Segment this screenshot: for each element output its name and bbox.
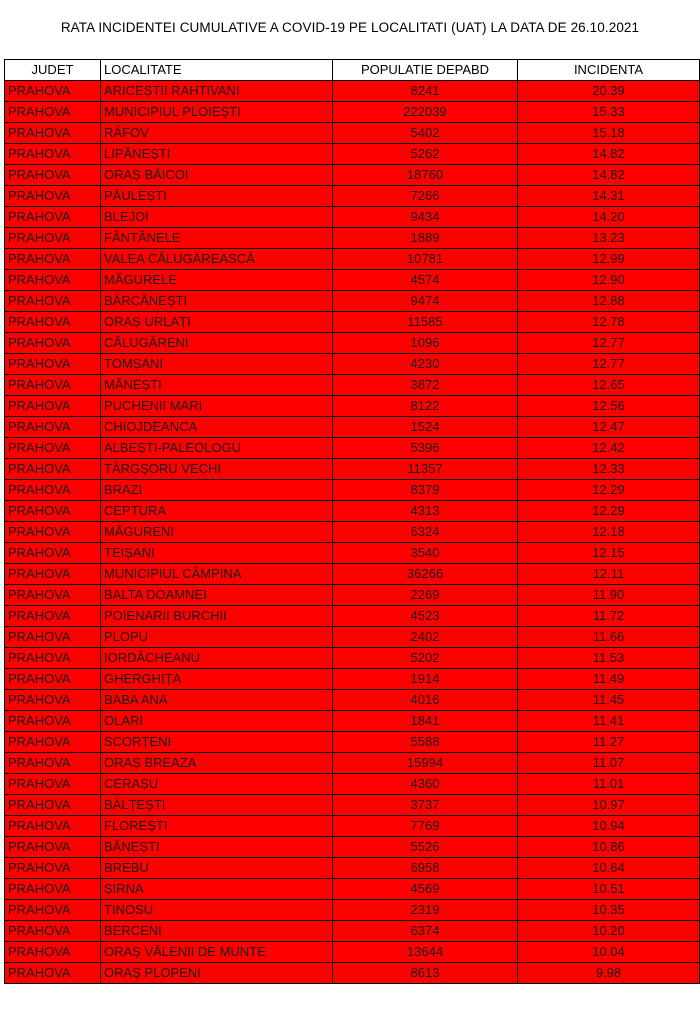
judet-cell: PRAHOVA (5, 564, 101, 585)
table-row (5, 165, 700, 186)
judet-cell: PRAHOVA (5, 270, 101, 291)
incidence-table (4, 59, 700, 984)
localitate-cell: ALBEȘTI-PALEOLOGU (101, 438, 333, 459)
incidenta-cell: 13.23 (518, 228, 700, 249)
judet-cell: PRAHOVA (5, 354, 101, 375)
populatie-cell: 36266 (333, 564, 518, 585)
judet-cell: PRAHOVA (5, 123, 101, 144)
table-row (5, 249, 700, 270)
localitate-cell: MUNICIPIUL CÂMPINA (101, 564, 333, 585)
populatie-cell: 3737 (333, 795, 518, 816)
judet-cell: PRAHOVA (5, 648, 101, 669)
populatie-cell: 2402 (333, 627, 518, 648)
incidenta-cell: 15.18 (518, 123, 700, 144)
table-row (5, 501, 700, 522)
populatie-cell: 1096 (333, 333, 518, 354)
localitate-cell: BERCENI (101, 921, 333, 942)
table-row (5, 627, 700, 648)
judet-cell: PRAHOVA (5, 963, 101, 984)
incidenta-cell: 11.66 (518, 627, 700, 648)
incidenta-cell: 12.29 (518, 501, 700, 522)
table-row (5, 123, 700, 144)
judet-cell: PRAHOVA (5, 732, 101, 753)
localitate-cell: ORAȘ PLOPENI (101, 963, 333, 984)
judet-cell: PRAHOVA (5, 879, 101, 900)
judet-cell: PRAHOVA (5, 207, 101, 228)
populatie-cell: 4230 (333, 354, 518, 375)
table-row (5, 396, 700, 417)
judet-cell: PRAHOVA (5, 438, 101, 459)
judet-cell: PRAHOVA (5, 312, 101, 333)
incidenta-cell: 10.94 (518, 816, 700, 837)
table-row (5, 228, 700, 249)
judet-cell: PRAHOVA (5, 858, 101, 879)
judet-cell: PRAHOVA (5, 816, 101, 837)
table-row (5, 711, 700, 732)
localitate-cell: MĂGURENI (101, 522, 333, 543)
localitate-cell: CHIOJDEANCA (101, 417, 333, 438)
localitate-cell: ARICEȘTII RAHTIVANI (101, 81, 333, 102)
localitate-cell: BLEJOI (101, 207, 333, 228)
populatie-cell: 10781 (333, 249, 518, 270)
populatie-cell: 15994 (333, 753, 518, 774)
populatie-cell: 8122 (333, 396, 518, 417)
incidenta-cell: 12.18 (518, 522, 700, 543)
populatie-cell: 4360 (333, 774, 518, 795)
incidenta-cell: 10.97 (518, 795, 700, 816)
localitate-cell: ORAȘ BĂICOI (101, 165, 333, 186)
incidenta-cell: 12.33 (518, 459, 700, 480)
localitate-cell: GHERGHIȚA (101, 669, 333, 690)
populatie-cell: 3872 (333, 375, 518, 396)
populatie-cell: 1524 (333, 417, 518, 438)
table-row (5, 753, 700, 774)
incidenta-cell: 10.20 (518, 921, 700, 942)
populatie-cell: 6374 (333, 921, 518, 942)
populatie-cell: 3540 (333, 543, 518, 564)
column-header-populatie: POPULATIE DEPABD (333, 60, 518, 81)
table-row (5, 438, 700, 459)
incidenta-cell: 12.90 (518, 270, 700, 291)
table-row (5, 186, 700, 207)
table-row (5, 144, 700, 165)
incidenta-cell: 11.45 (518, 690, 700, 711)
table-row (5, 816, 700, 837)
incidenta-cell: 11.49 (518, 669, 700, 690)
judet-cell: PRAHOVA (5, 396, 101, 417)
localitate-cell: ORAȘ VĂLENII DE MUNTE (101, 942, 333, 963)
judet-cell: PRAHOVA (5, 375, 101, 396)
incidenta-cell: 11.90 (518, 585, 700, 606)
incidenta-cell: 14.31 (518, 186, 700, 207)
table-row (5, 543, 700, 564)
incidenta-cell: 12.78 (518, 312, 700, 333)
incidenta-cell: 12.47 (518, 417, 700, 438)
table-row (5, 858, 700, 879)
localitate-cell: SCORȚENI (101, 732, 333, 753)
populatie-cell: 4569 (333, 879, 518, 900)
judet-cell: PRAHOVA (5, 228, 101, 249)
table-row (5, 585, 700, 606)
judet-cell: PRAHOVA (5, 333, 101, 354)
column-header-judet: JUDET (5, 60, 101, 81)
judet-cell: PRAHOVA (5, 144, 101, 165)
table-row (5, 921, 700, 942)
table-body (5, 81, 700, 984)
judet-cell: PRAHOVA (5, 795, 101, 816)
table-row (5, 732, 700, 753)
localitate-cell: FLOREȘTI (101, 816, 333, 837)
judet-cell: PRAHOVA (5, 669, 101, 690)
table-row (5, 291, 700, 312)
localitate-cell: TOMȘANI (101, 354, 333, 375)
populatie-cell: 2319 (333, 900, 518, 921)
judet-cell: PRAHOVA (5, 900, 101, 921)
localitate-cell: RÂFOV (101, 123, 333, 144)
incidenta-cell: 11.41 (518, 711, 700, 732)
judet-cell: PRAHOVA (5, 249, 101, 270)
incidenta-cell: 11.01 (518, 774, 700, 795)
populatie-cell: 6324 (333, 522, 518, 543)
table-row (5, 102, 700, 123)
table-row (5, 417, 700, 438)
incidenta-cell: 15.33 (518, 102, 700, 123)
populatie-cell: 8613 (333, 963, 518, 984)
judet-cell: PRAHOVA (5, 186, 101, 207)
judet-cell: PRAHOVA (5, 417, 101, 438)
localitate-cell: VALEA CĂLUGĂREASCĂ (101, 249, 333, 270)
populatie-cell: 4313 (333, 501, 518, 522)
incidenta-cell: 12.15 (518, 543, 700, 564)
populatie-cell: 6958 (333, 858, 518, 879)
table-row (5, 333, 700, 354)
table-row (5, 354, 700, 375)
incidenta-cell: 11.53 (518, 648, 700, 669)
populatie-cell: 7769 (333, 816, 518, 837)
populatie-cell: 9434 (333, 207, 518, 228)
populatie-cell: 5526 (333, 837, 518, 858)
judet-cell: PRAHOVA (5, 711, 101, 732)
incidenta-cell: 12.88 (518, 291, 700, 312)
table-row (5, 795, 700, 816)
localitate-cell: CEPTURA (101, 501, 333, 522)
judet-cell: PRAHOVA (5, 921, 101, 942)
table-row (5, 690, 700, 711)
localitate-cell: ORAȘ URLAȚI (101, 312, 333, 333)
table-row (5, 942, 700, 963)
table-row (5, 207, 700, 228)
incidenta-cell: 10.04 (518, 942, 700, 963)
populatie-cell: 222039 (333, 102, 518, 123)
incidenta-cell: 12.77 (518, 333, 700, 354)
localitate-cell: BĂNEȘTI (101, 837, 333, 858)
table-row (5, 459, 700, 480)
table-header-row (5, 60, 700, 81)
incidenta-cell: 14.82 (518, 144, 700, 165)
table-row (5, 669, 700, 690)
incidenta-cell: 20.39 (518, 81, 700, 102)
incidenta-cell: 10.64 (518, 858, 700, 879)
judet-cell: PRAHOVA (5, 774, 101, 795)
table-row (5, 312, 700, 333)
localitate-cell: TEIȘANI (101, 543, 333, 564)
column-header-localitate: LOCALITATE (101, 60, 333, 81)
localitate-cell: ORAȘ BREAZA (101, 753, 333, 774)
incidenta-cell: 12.65 (518, 375, 700, 396)
incidenta-cell: 10.35 (518, 900, 700, 921)
table-row (5, 81, 700, 102)
judet-cell: PRAHOVA (5, 753, 101, 774)
table-row (5, 837, 700, 858)
table-row (5, 963, 700, 984)
localitate-cell: MĂNEȘTI (101, 375, 333, 396)
populatie-cell: 18760 (333, 165, 518, 186)
localitate-cell: BREBU (101, 858, 333, 879)
localitate-cell: PĂULEȘTI (101, 186, 333, 207)
localitate-cell: BABA ANA (101, 690, 333, 711)
populatie-cell: 1841 (333, 711, 518, 732)
judet-cell: PRAHOVA (5, 291, 101, 312)
populatie-cell: 5396 (333, 438, 518, 459)
column-header-incidenta: INCIDENTA (518, 60, 700, 81)
localitate-cell: TÂRGȘORU VECHI (101, 459, 333, 480)
incidenta-cell: 10.51 (518, 879, 700, 900)
localitate-cell: PLOPU (101, 627, 333, 648)
localitate-cell: CERAȘU (101, 774, 333, 795)
populatie-cell: 5588 (333, 732, 518, 753)
table-row (5, 648, 700, 669)
populatie-cell: 2269 (333, 585, 518, 606)
incidenta-cell: 11.72 (518, 606, 700, 627)
incidenta-cell: 10.86 (518, 837, 700, 858)
judet-cell: PRAHOVA (5, 165, 101, 186)
judet-cell: PRAHOVA (5, 942, 101, 963)
localitate-cell: BALTA DOAMNEI (101, 585, 333, 606)
populatie-cell: 5402 (333, 123, 518, 144)
table-row (5, 522, 700, 543)
table-row (5, 270, 700, 291)
incidenta-cell: 9.98 (518, 963, 700, 984)
incidenta-cell: 12.11 (518, 564, 700, 585)
judet-cell: PRAHOVA (5, 837, 101, 858)
table-row (5, 774, 700, 795)
judet-cell: PRAHOVA (5, 81, 101, 102)
judet-cell: PRAHOVA (5, 501, 101, 522)
localitate-cell: PUCHENII MARI (101, 396, 333, 417)
page-title: RATA INCIDENTEI CUMULATIVE A COVID-19 PE LOCALITATI (UAT) LA DATA DE 26.10.2021 (60, 20, 640, 35)
incidenta-cell: 11.27 (518, 732, 700, 753)
localitate-cell: CĂLUGĂRENI (101, 333, 333, 354)
judet-cell: PRAHOVA (5, 690, 101, 711)
localitate-cell: MĂGURELE (101, 270, 333, 291)
judet-cell: PRAHOVA (5, 585, 101, 606)
incidenta-cell: 12.29 (518, 480, 700, 501)
localitate-cell: OLARI (101, 711, 333, 732)
populatie-cell: 8241 (333, 81, 518, 102)
populatie-cell: 4016 (333, 690, 518, 711)
localitate-cell: LIPĂNEȘTI (101, 144, 333, 165)
localitate-cell: BRAZI (101, 480, 333, 501)
judet-cell: PRAHOVA (5, 459, 101, 480)
table-row (5, 606, 700, 627)
populatie-cell: 5262 (333, 144, 518, 165)
incidenta-cell: 11.07 (518, 753, 700, 774)
judet-cell: PRAHOVA (5, 627, 101, 648)
localitate-cell: BĂLȚEȘTI (101, 795, 333, 816)
populatie-cell: 9474 (333, 291, 518, 312)
judet-cell: PRAHOVA (5, 522, 101, 543)
judet-cell: PRAHOVA (5, 102, 101, 123)
localitate-cell: MUNICIPIUL PLOIEȘTI (101, 102, 333, 123)
populatie-cell: 11585 (333, 312, 518, 333)
populatie-cell: 5202 (333, 648, 518, 669)
table-row (5, 564, 700, 585)
populatie-cell: 1889 (333, 228, 518, 249)
incidenta-cell: 12.77 (518, 354, 700, 375)
table-row (5, 900, 700, 921)
table-row (5, 375, 700, 396)
localitate-cell: BĂRCĂNEȘTI (101, 291, 333, 312)
populatie-cell: 8379 (333, 480, 518, 501)
table-row (5, 480, 700, 501)
populatie-cell: 1914 (333, 669, 518, 690)
localitate-cell: IORDĂCHEANU (101, 648, 333, 669)
incidenta-cell: 12.42 (518, 438, 700, 459)
incidenta-cell: 14.20 (518, 207, 700, 228)
localitate-cell: TINOSU (101, 900, 333, 921)
populatie-cell: 7266 (333, 186, 518, 207)
table-row (5, 879, 700, 900)
judet-cell: PRAHOVA (5, 543, 101, 564)
localitate-cell: POIENARII BURCHII (101, 606, 333, 627)
incidenta-cell: 12.99 (518, 249, 700, 270)
populatie-cell: 4574 (333, 270, 518, 291)
populatie-cell: 4523 (333, 606, 518, 627)
incidenta-cell: 14.82 (518, 165, 700, 186)
localitate-cell: ȘIRNA (101, 879, 333, 900)
incidenta-cell: 12.56 (518, 396, 700, 417)
localitate-cell: FÂNTÂNELE (101, 228, 333, 249)
populatie-cell: 13644 (333, 942, 518, 963)
judet-cell: PRAHOVA (5, 480, 101, 501)
judet-cell: PRAHOVA (5, 606, 101, 627)
populatie-cell: 11357 (333, 459, 518, 480)
